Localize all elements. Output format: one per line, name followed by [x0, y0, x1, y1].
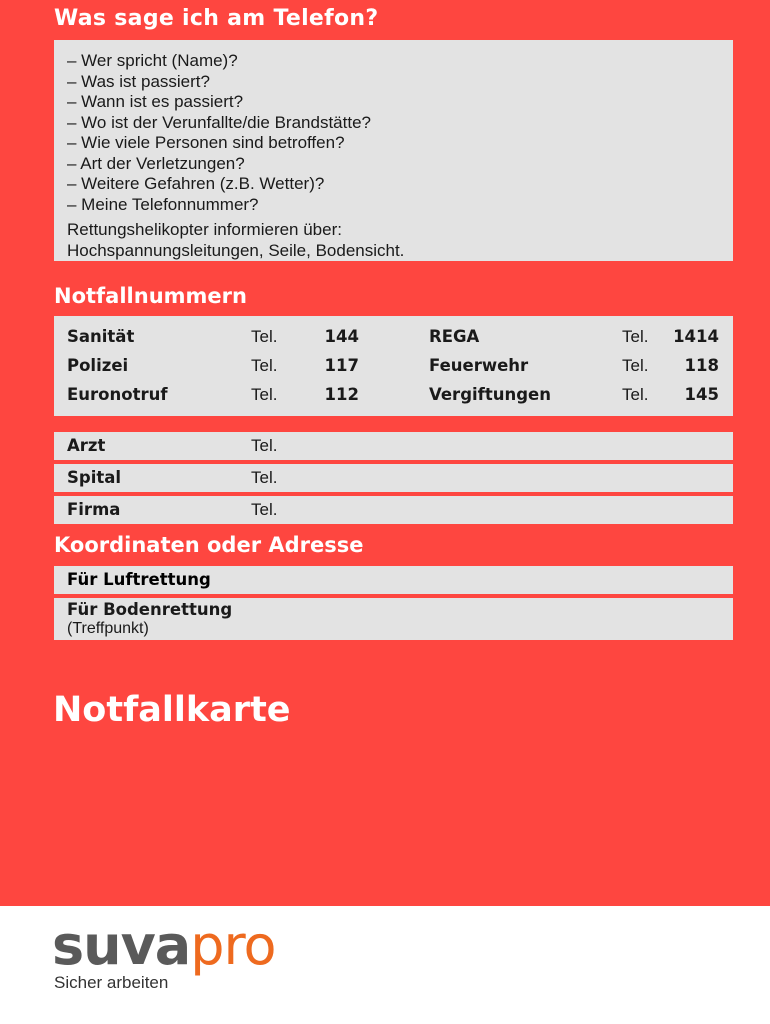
- contact-field-company[interactable]: [54, 496, 733, 524]
- questions-box: [54, 40, 733, 261]
- service-name: Sanität: [67, 327, 135, 346]
- helicopter-note-line1: Rettungshelikopter informieren über:: [67, 220, 342, 239]
- phone-number: 1414: [673, 327, 719, 346]
- contact-label: Arzt: [67, 436, 106, 455]
- numbers-row: [54, 380, 733, 409]
- suvapro-logo: [52, 914, 276, 977]
- tel-label: Tel.: [622, 385, 649, 404]
- section-heading-numbers: Notfallnummern: [54, 284, 247, 308]
- tel-label: Tel.: [251, 436, 278, 455]
- contact-label: Spital: [67, 468, 122, 487]
- air-rescue-field[interactable]: [54, 566, 733, 594]
- meeting-point-note: (Treffpunkt): [67, 620, 149, 637]
- service-name: Feuerwehr: [429, 356, 529, 375]
- contact-field-hospital[interactable]: [54, 464, 733, 492]
- question-item: – Wann ist es passiert?: [67, 92, 244, 111]
- service-name: Polizei: [67, 356, 129, 375]
- logo-part-suva: suva: [52, 914, 191, 977]
- section-heading-phone: Was sage ich am Telefon?: [54, 6, 379, 31]
- air-rescue-label: Für Luftrettung: [67, 570, 211, 589]
- contact-field-doctor[interactable]: [54, 432, 733, 460]
- page-title: Notfallkarte: [53, 690, 291, 730]
- service-name: Euronotruf: [67, 385, 168, 404]
- phone-number: 117: [324, 356, 359, 375]
- phone-number: 118: [684, 356, 719, 375]
- question-item: – Wie viele Personen sind betroffen?: [67, 133, 345, 152]
- numbers-row: [54, 351, 733, 380]
- logo-part-pro: pro: [190, 914, 276, 977]
- service-name: Vergiftungen: [429, 385, 551, 404]
- tel-label: Tel.: [251, 468, 278, 487]
- tel-label: Tel.: [251, 385, 278, 404]
- question-item: – Wo ist der Verunfallte/die Brandstätte?: [67, 112, 371, 132]
- brand-tagline: Sicher arbeiten: [54, 973, 169, 992]
- question-item: – Meine Telefonnummer?: [67, 194, 259, 214]
- tel-label: Tel.: [622, 327, 649, 346]
- tel-label: Tel.: [251, 327, 278, 346]
- ground-rescue-label: Für Bodenrettung: [67, 600, 233, 619]
- numbers-row: [54, 322, 733, 351]
- question-item: – Wer spricht (Name)?: [67, 51, 238, 70]
- tel-label: Tel.: [251, 500, 278, 519]
- phone-number: 144: [324, 327, 359, 346]
- tel-label: Tel.: [251, 356, 278, 375]
- contact-label: Firma: [67, 500, 121, 519]
- tel-label: Tel.: [622, 356, 649, 375]
- ground-rescue-field[interactable]: [54, 598, 733, 640]
- emergency-numbers-box: [54, 316, 733, 416]
- question-item: – Art der Verletzungen?: [67, 153, 245, 173]
- question-item: – Weitere Gefahren (z.B. Wetter)?: [67, 174, 325, 193]
- question-item: – Was ist passiert?: [67, 71, 210, 91]
- phone-number: 145: [684, 385, 719, 404]
- phone-number: 112: [324, 385, 359, 404]
- helicopter-note: [67, 220, 720, 261]
- service-name: REGA: [429, 327, 480, 346]
- section-heading-coordinates: Koordinaten oder Adresse: [54, 533, 364, 557]
- helicopter-note-line2: Hochspannungsleitungen, Seile, Bodensicht.: [67, 240, 405, 260]
